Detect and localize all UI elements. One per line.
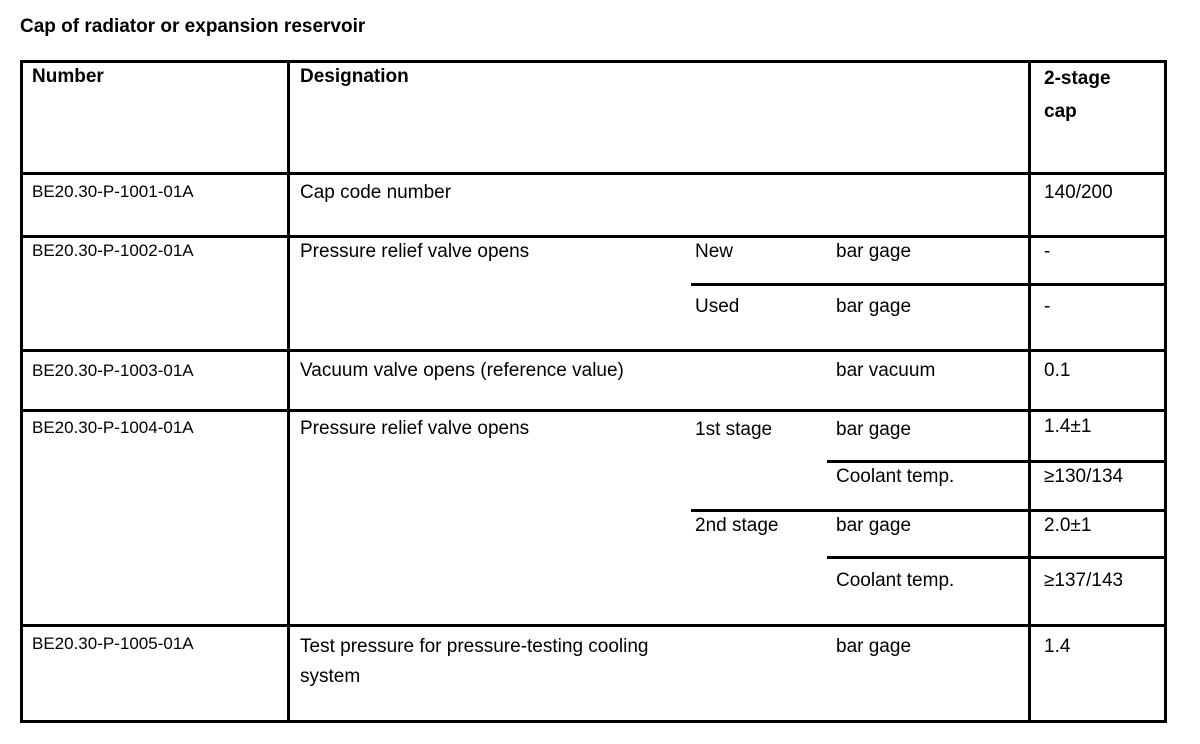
row-value: - (1044, 296, 1051, 317)
row-number: BE20.30-P-1004-01A (32, 418, 194, 437)
row-designation: Pressure relief valve opens (300, 241, 530, 262)
row-unit: Coolant temp. (836, 466, 955, 487)
row-value: 1.4 (1044, 636, 1071, 657)
row-value: 1.4±1 (1044, 416, 1092, 437)
row-unit: bar gage (836, 241, 912, 262)
row-divider (20, 409, 1167, 412)
table-border-left (20, 60, 23, 723)
column-divider (287, 60, 290, 723)
column-divider (1028, 60, 1031, 723)
row-value: 140/200 (1044, 182, 1113, 203)
row-condition: Used (695, 296, 740, 317)
row-divider (20, 349, 1167, 352)
row-unit: bar vacuum (836, 360, 936, 381)
row-designation: Vacuum valve opens (reference value) (300, 360, 624, 381)
row-condition: 1st stage (695, 419, 773, 440)
row-unit: bar gage (836, 515, 912, 536)
row-divider (20, 624, 1167, 627)
row-condition: 2nd stage (695, 515, 779, 536)
row-unit: Coolant temp. (836, 570, 955, 591)
row-number: BE20.30-P-1005-01A (32, 634, 194, 653)
header-cap: 2-stage cap (1044, 68, 1111, 122)
row-number: BE20.30-P-1003-01A (32, 361, 194, 380)
page-title: Cap of radiator or expansion reservoir (20, 16, 366, 37)
header-designation: Designation (300, 66, 409, 87)
row-designation: Pressure relief valve opens (300, 418, 530, 439)
row-value: 0.1 (1044, 360, 1071, 381)
row-value: - (1044, 241, 1051, 262)
row-number: BE20.30-P-1002-01A (32, 241, 194, 260)
sub-row-divider (691, 283, 1167, 286)
row-condition: New (695, 241, 734, 262)
row-value: ≥137/143 (1044, 570, 1124, 591)
header-number: Number (32, 66, 104, 87)
row-number: BE20.30-P-1001-01A (32, 182, 194, 201)
row-designation: Cap code number (300, 182, 452, 203)
row-designation: Test pressure for pressure-testing cooling system (300, 636, 649, 687)
row-value: 2.0±1 (1044, 515, 1092, 536)
row-unit: bar gage (836, 296, 912, 317)
table-border-bottom (20, 720, 1167, 723)
row-unit: bar gage (836, 419, 912, 440)
header-divider (20, 172, 1167, 175)
row-value: ≥130/134 (1044, 466, 1124, 487)
table-border-right (1164, 60, 1167, 723)
table-border-top (20, 60, 1167, 63)
row-unit: bar gage (836, 636, 912, 657)
sub-row-divider (827, 556, 1167, 559)
